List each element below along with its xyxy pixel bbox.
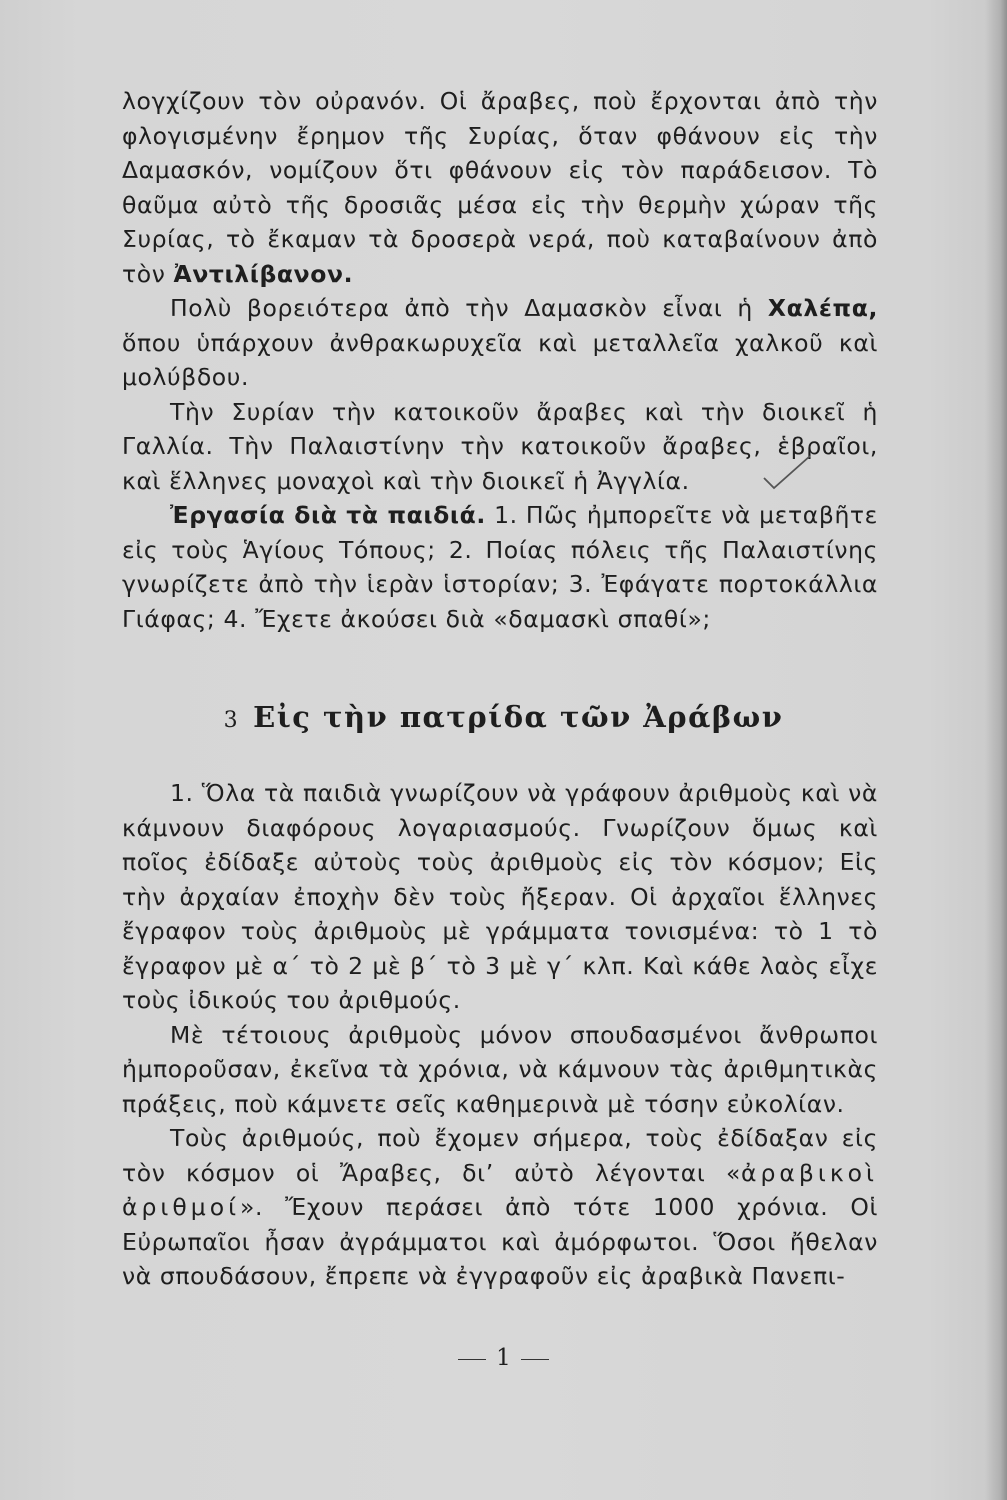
upper-text-section [122,84,878,636]
paragraph-syria-palestine: Τὴν Συρίαν τὴν κατοικοῦν ἄραβες καὶ τὴν διοικεῖ ἡ Γαλλία. Τὴν Παλαιστίνην τὴν κατοικοῦν ἄραβες, ἑβραῖοι, καὶ ἕλληνες μοναχοὶ καὶ τὴν διοικεῖ ἡ Ἀγγλία. [122,397,878,495]
spaced-arabic-numerals: ἀραβικοὶ ἀριθμοί [122,1158,878,1221]
bold-aleppo: Χαλέπα, [767,294,878,322]
bold-exercises-label: Ἐργασία διὰ τὰ παιδιά. [170,501,486,529]
paragraph-exercises: Ἐργασία διὰ τὰ παιδιά. 1. Πῶς ἠμπορεῖτε νὰ μεταβῆτε εἰς τοὺς Ἁγίους Τόπους; 2. Ποίας πόλεις τῆς Παλαιστίνης γνωρίζετε ἀπὸ τὴν ἱερὰν ἱστορίαν; 3. Ἐφάγατε πορτοκάλλια Γιάφας; 4. Ἔχετε ἀκούσει διὰ «δαμασκὶ σπαθί»; [122,501,878,633]
paragraph-numbers: 1. Ὅλα τὰ παιδιὰ γνωρίζουν νὰ γράφουν ἀριθμοὺς καὶ νὰ κάμνουν διαφόρους λογαριασμούς. Γνωρίζουν ὅμως καὶ ποῖος ἐδίδαξε αὐτοὺς τοὺς ἀριθμοὺς εἰς τὸν κόσμον; Εἰς τὴν ἀρχαίαν ἐποχὴν δὲν τοὺς ἤξεραν. Οἱ ἀρχαῖοι ἕλληνες ἔγραφον τοὺς ἀριθμοὺς μὲ γράμματα τονισμένα: τὸ 1 τὸ ἔγραφον μὲ α΄ τὸ 2 μὲ β΄ τὸ 3 μὲ γ΄ κλπ. Καὶ κάθε λαὸς εἶχε τοὺς ἰδικούς του ἀριθμούς. [122,779,878,1014]
footer-dash-right [521,1359,549,1360]
paragraph-calculations: Μὲ τέτοιους ἀριθμοὺς μόνον σπουδασμένοι ἄνθρωποι ἠμποροῦσαν, ἐκεῖνα τὰ χρόνια, νὰ κάμνουν τὰς ἀριθμητικὰς πράξεις, ποὺ κάμνετε σεῖς καθημερινὰ μὲ τόσην εὐκολίαν. [122,1020,878,1118]
page-number: 1 [496,1345,511,1371]
chapter-heading [0,700,1007,734]
bold-antilebanon: Ἀντιλίβανον. [173,259,354,288]
paragraph-arabic-numerals: Τοὺς ἀριθμούς, ποὺ ἔχομεν σήμερα, τοὺς ἐδίδαξαν εἰς τὸν κόσμον οἱ Ἄραβες, δι’ αὐτὸ λέγονται «ἀραβικοὶ ἀριθμοί». Ἔχουν περάσει ἀπὸ τότε 1000 χρόνια. Οἱ Εὐρωπαῖοι ἦσαν ἀγράμματοι καὶ ἀμόρφωτοι. Ὅσοι ἤθελαν νὰ σπουδάσουν, ἔπρεπε νὰ ἐγγραφοῦν εἰς ἀραβικὰ Πανεπι- [122,1124,878,1290]
handwritten-check-mark [760,452,814,492]
chapter-title: Εἰς τὴν πατρίδα τῶν Ἀράβων [253,700,784,734]
paragraph-damascus: λογχίζουν τὸν οὐρανόν. Οἱ ἄραβες, ποὺ ἔρχονται ἀπὸ τὴν φλογισμένην ἔρημον τῆς Συρίας, ὅταν φθάνουν εἰς τὴν Δαμασκόν, νομίζουν ὅτι φθάνουν εἰς τὸν παράδεισον. Τὸ θαῦμα αὐτὸ τῆς δροσιᾶς μέσα εἰς τὴν θερμὴν χώραν τῆς Συρίας, τὸ ἔκαμαν τὰ δροσερὰ νερά, ποὺ καταβαίνουν ἀπὸ τὸν Ἀντιλίβανον. [122,87,878,288]
paragraph-aleppo: Πολὺ βορειότερα ἀπὸ τὴν Δαμασκὸν εἶναι ἡ Χαλέπα, ὅπου ὑπάρχουν ἀνθρακωρυχεῖα καὶ μεταλλεῖα χαλκοῦ καὶ μολύβδου. [122,294,878,391]
page-edge-shadow [985,0,1007,1500]
page-footer [0,1345,1007,1371]
chapter-number: 3 [223,708,240,733]
footer-dash-left [458,1359,486,1360]
lower-text-section [122,776,878,1294]
